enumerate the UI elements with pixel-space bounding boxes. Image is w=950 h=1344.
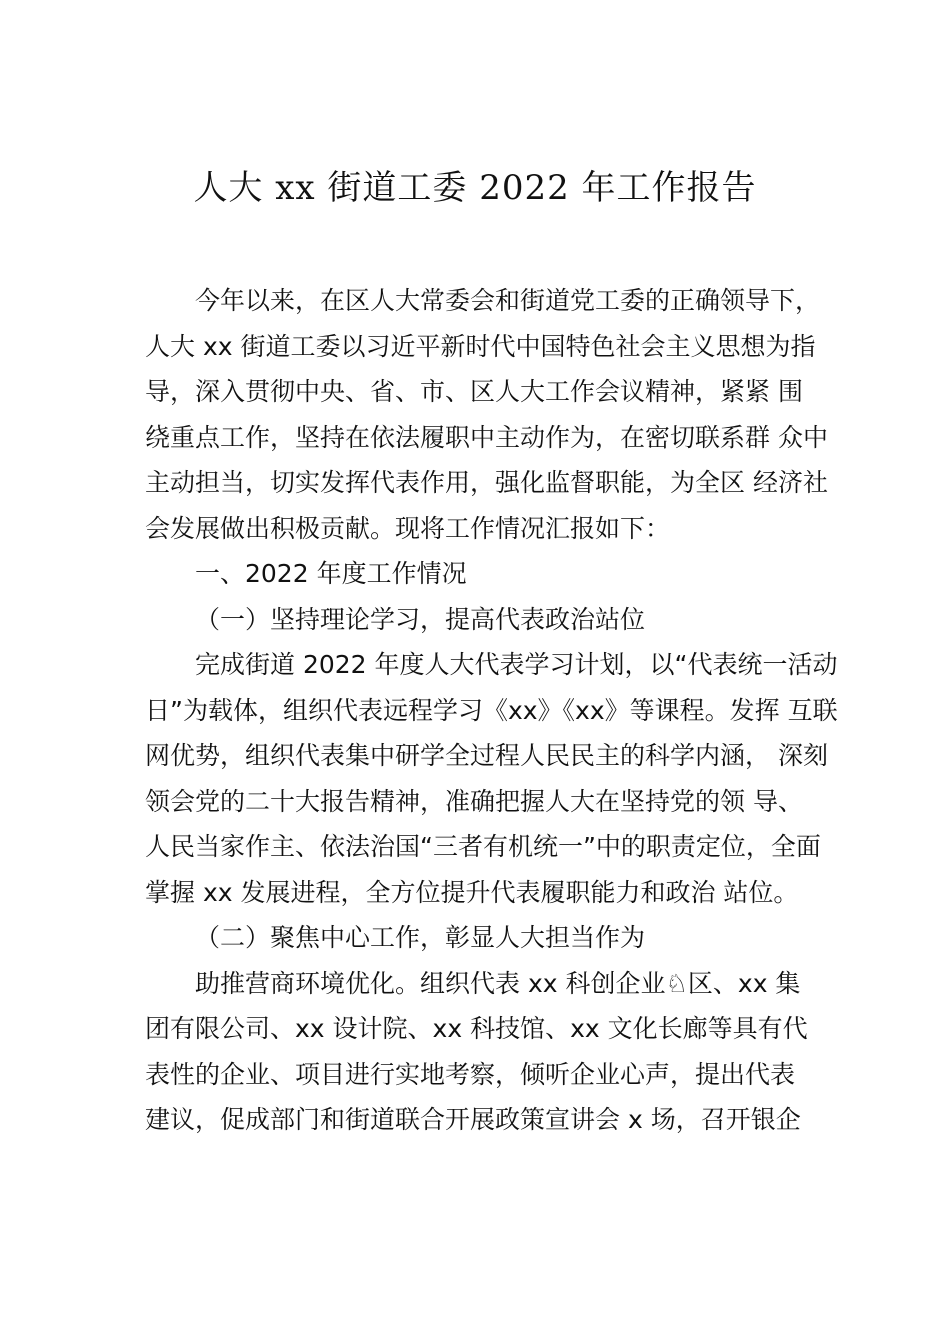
section-heading: 一、2022 年度工作情况 <box>195 559 467 588</box>
paragraph-line: 团有限公司、xx 设计院、xx 科技馆、xx 文化长廊等具有代 <box>145 1014 808 1043</box>
paragraph-line: 导，深入贯彻中央、省、市、区人大工作会议精神，紧紧 围 <box>145 377 803 406</box>
paragraph-line: 人民当家作主、依法治国“三者有机统一”中的职责定位，全面 <box>145 832 821 861</box>
subsection-heading: （一）坚持理论学习，提高代表政治站位 <box>195 604 646 634</box>
paragraph-line: 掌握 xx 发展进程，全方位提升代表履职能力和政治 站位。 <box>145 877 799 907</box>
subsection-heading: （二）聚焦中心工作，彰显人大担当作为 <box>195 923 646 952</box>
paragraph-line: 表性的企业、项目进行实地考察，倾听企业心声，提出代表 <box>145 1059 796 1089</box>
document-body <box>145 278 838 1143</box>
paragraph-line: 网优势，组织代表集中研学全过程人民民主的科学内涵， 深刻 <box>145 741 828 770</box>
paragraph-line: 主动担当，切实发挥代表作用，强化监督职能，为全区 经济社 <box>145 468 828 497</box>
paragraph-line: 领会党的二十大报告精神，准确把握人大在坚持党的领 导、 <box>145 786 803 816</box>
paragraph-line: 完成街道 2022 年度人大代表学习计划，以“代表统一活动 <box>195 650 838 679</box>
paragraph-line: 会发展做出积极贡献。现将工作情况汇报如下： <box>145 513 671 543</box>
paragraph-line: 绕重点工作，坚持在依法履职中主动作为，在密切联系群 众中 <box>145 422 828 452</box>
document-title: 人大 xx 街道工委 2022 年工作报告 <box>193 168 757 208</box>
paragraph-line: 人大 xx 街道工委以习近平新时代中国特色社会主义思想为指 <box>145 331 816 361</box>
paragraph-line: 建议，促成部门和街道联合开展政策宣讲会 x 场，召开银企 <box>145 1105 801 1134</box>
paragraph-line: 今年以来，在区人大常委会和街道党工委的正确领导下， <box>195 286 821 315</box>
paragraph-line: 日”为载体，组织代表远程学习《xx》《xx》等课程。发挥 互联 <box>145 695 838 725</box>
paragraph-line: 助推营商环境优化。组织代表 xx 科创企业♘区、xx 集 <box>195 968 801 998</box>
